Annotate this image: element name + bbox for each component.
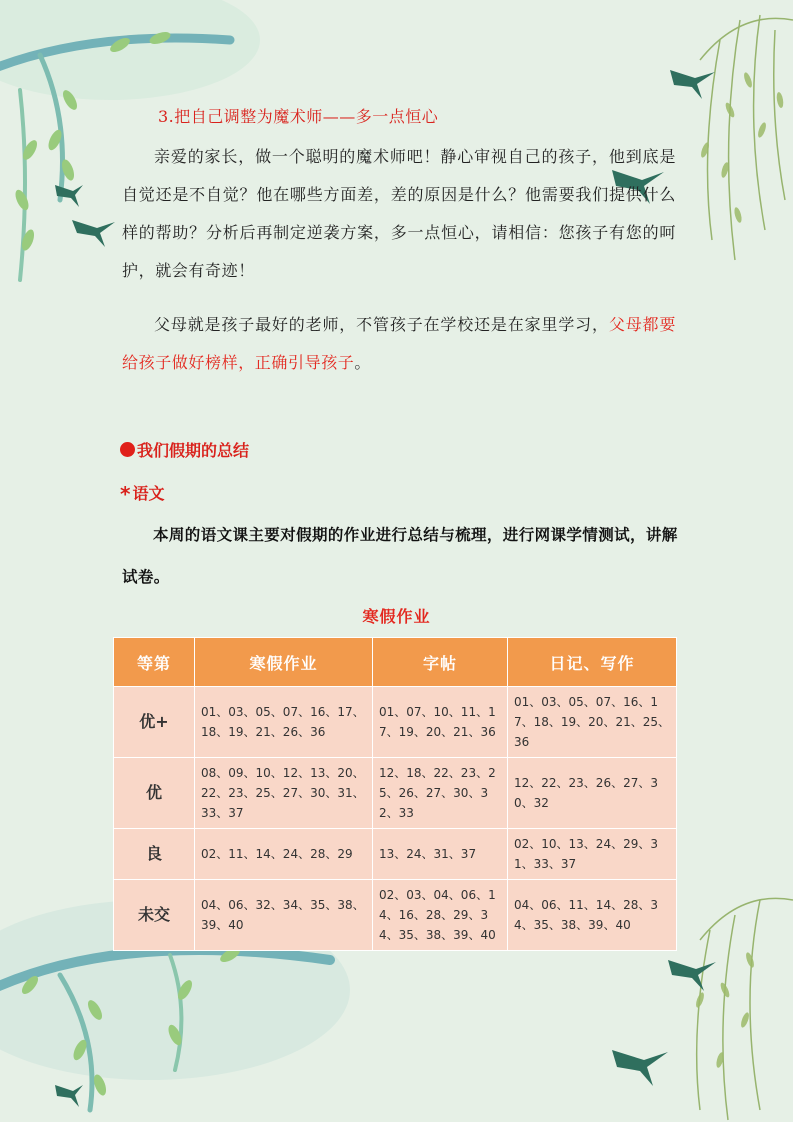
header-homework: 寒假作业 (195, 638, 373, 687)
section-heading: 3.把自己调整为魔术师——多一点恒心 (158, 107, 439, 126)
paragraph-parents (122, 306, 676, 382)
table-cell: 02、11、14、24、28、29 (195, 829, 373, 880)
table-row (114, 829, 677, 880)
table-cell: 04、06、11、14、28、34、35、38、39、40 (508, 880, 677, 951)
subject-name: 语文 (132, 484, 165, 503)
table-cell: 01、07、10、11、17、19、20、21、36 (373, 687, 508, 758)
table-cell: 12、18、22、23、25、26、27、30、32、33 (373, 758, 508, 829)
table-cell: 04、06、32、34、35、38、39、40 (195, 880, 373, 951)
header-grade: 等第 (114, 638, 195, 687)
paragraph-end-punct: 。 (354, 353, 372, 372)
paragraph-advice: 亲爱的家长，做一个聪明的魔术师吧！静心审视自己的孩子，他到底是自觉还是不自觉？他在哪些方面差，差的原因是什么？他需要我们提供什么样的帮助？分析后再制定逆袭方案，多一点恒心，请相信：您孩子有您的呵护，就会有奇迹！ (122, 147, 676, 280)
summary-paragraph: 本周的语文课主要对假期的作业进行总结与梳理，进行网课学情测试，讲解试卷。 (122, 526, 678, 586)
table-row (114, 880, 677, 951)
header-calligraphy: 字帖 (373, 638, 508, 687)
table-cell: 12、22、23、26、27、30、32 (508, 758, 677, 829)
homework-table (113, 637, 677, 951)
table-cell: 02、03、04、06、14、16、28、29、34、35、38、39、40 (373, 880, 508, 951)
table-title: 寒假作业 (362, 607, 431, 626)
table-cell: 08、09、10、12、13、20、22、23、25、27、30、31、33、37 (195, 758, 373, 829)
table-row (114, 687, 677, 758)
grade-cell: 优+ (114, 687, 195, 758)
grade-cell: 良 (114, 829, 195, 880)
grade-cell: 优 (114, 758, 195, 829)
table-cell: 01、03、05、07、16、17、18、19、21、26、36 (195, 687, 373, 758)
table-cell: 01、03、05、07、16、17、18、19、20、21、25、36 (508, 687, 677, 758)
asterisk-icon: * (120, 482, 131, 506)
summary-heading (120, 438, 249, 461)
paragraph-parents-text: 父母就是孩子最好的老师，不管孩子在学校还是在家里学习， (154, 315, 609, 334)
summary-title-text: 我们假期的总结 (137, 441, 250, 460)
grade-cell: 未交 (114, 880, 195, 951)
table-header-row (114, 638, 677, 687)
table-row (114, 758, 677, 829)
header-diary-writing: 日记、写作 (508, 638, 677, 687)
table-cell: 13、24、31、37 (373, 829, 508, 880)
subject-heading (120, 481, 164, 506)
red-bullet-icon (120, 442, 135, 457)
table-cell: 02、10、13、24、29、31、33、37 (508, 829, 677, 880)
highlighted-text: 父母都要给孩子做好榜样，正确引导孩子 (122, 315, 676, 372)
